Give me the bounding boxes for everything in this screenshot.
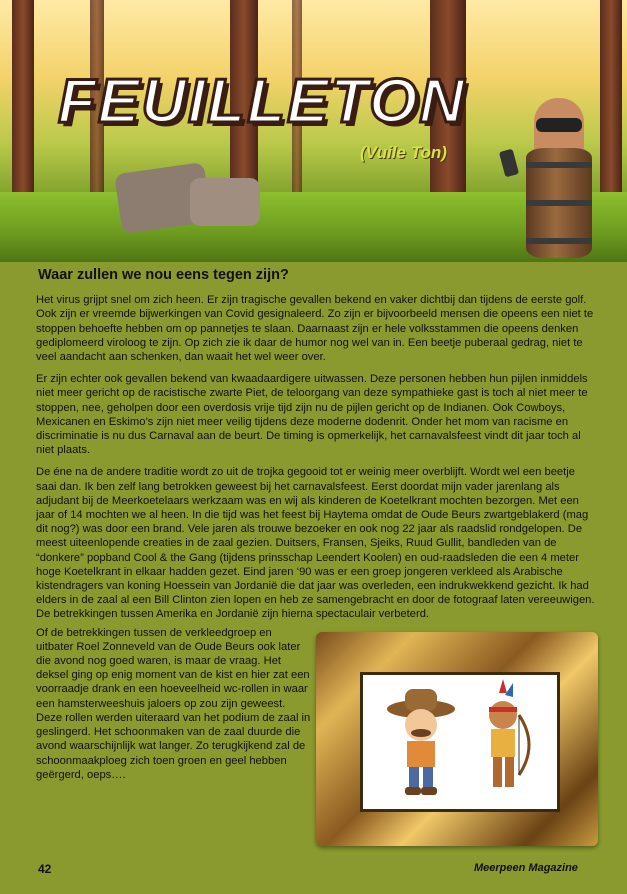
barrel-icon — [526, 148, 592, 258]
cowboy-and-indian-cartoon — [363, 675, 557, 809]
feuilleton-title: FEUILLETON — [58, 67, 467, 136]
paragraph: De éne na de andere traditie wordt zo uit de trojka gegooid tot er weinig meer overblijft. Wordt wel een beetje saai dan. Ik ben zelf lang betrokken geweest bij het carnavalsfeest. Eerst doordat mijn vader jarenlang als adjudant bij de Meerkoetelaars werkzaam was en wij als kinderen de Koetelkrant mochten bezorgen. Met een jaar of 14 mochten we al heen. In die tijd was het feest bij Haytema omdat de Oude Beurs zwartgeblakerd (mag dit nog?) was door een brand. Vele jaren als trouwe bezoeker en ook nog 22 jaar als raadslid rondgelopen. De meest uiteenlopende creaties in de zaal gezien. Duitsers, Fransen, Sjeiks, Ruud Gullit, bandleden van de “donkere” popband Cool & the Gang (tijdens prinsschap Leendert Koolen) en oud-raadsleden die een 4 meter hoge Koetelkrant in elkaar hadden gezet. Eind jaren ‘90 was er een groep jongeren verkleed als Arabische kistendragers van koning Hoessein van Jordanië die dat jaar was overleden, een indrukwekkend gezicht. Ik had elders in de zaal al een Bill Clinton zien lopen en heb ze samengebracht en door de fotograaf laten vereeuwigen. De betrekkingen tussen Amerika en Jordanië zijn hierna spectaculair verbeterd. — [36, 466, 595, 621]
paragraph: Er zijn echter ook gevallen bekend van kwaadaardigere uitwassen. Deze personen hebben hun pijlen inmiddels niet meer gericht op de racistische zwarte Piet, de teloorgang van deze sympathieke gast is toch al niet meer te stoppen, nee, geholpen door een overdosis vrije tijd zijn nu de pijlen gericht op de Indianen. Ook Cowboys, Mexicanen en Eskimo’s zijn niet meer veilig tijdens deze moderne dodenrit. Onder het mom van racisme en discriminatie is nu dus Carnaval aan de beurt. De timing is opmerkelijk, het carnavalsfeest vindt dit jaar toch al niet plaats. — [36, 373, 588, 457]
article-heading: Waar zullen we nou eens tegen zijn? — [38, 267, 289, 283]
header-banner — [0, 0, 627, 262]
framed-picture — [360, 672, 560, 812]
page-number: 42 — [38, 862, 52, 876]
feuilleton-subtitle: (Vuile Ton) — [360, 143, 447, 162]
paragraph: Het virus grijpt snel om zich heen. Er zijn tragische gevallen bekend en vaker dichtbij dan tijdens de eerste golf. Ook zijn er vreemde bijwerkingen van Covid gesignaleerd. Zo zijn er bijvoorbeeld mensen die opeens een niet te stoppen behoefte hebben om op pannetjes te slaan. Daarnaast zijn er hele volksstammen die opeens denken gediplomeerd viroloog te zijn. Op zich zie ik daar de humor nog wel van in. Een beetje puberaal gedrag, niet te veel aandacht aan schenken, dan waait het wel weer over. — [36, 294, 594, 364]
binoculars-icon — [536, 118, 582, 132]
rock — [190, 178, 260, 226]
magazine-name: Meerpeen Magazine — [474, 862, 578, 874]
phone-icon — [499, 149, 519, 178]
gold-picture-frame — [316, 632, 598, 846]
paragraph: Of de betrekkingen tussen de verkleedgroep en uitbater Roel Zonneveld van de Oude Beurs ook later die avond nog goed waren, is maar de vraag. Het deksel ging op enig moment van de kist en hier zat een voorraadje drank en een hoeveelheid wc-rollen in waar een hamsterweeshuis jaloers op zou zijn geweest. Deze rollen werden uiteraard van het podium de zaal in geslingerd. Het schoonmaken van de zaal duurde die avond waarschijnlijk wat langer. Zo terugkijkend zal de schoonmaakploeg zich toen groen en geel hebben geërgerd, oeps…. — [36, 626, 311, 781]
